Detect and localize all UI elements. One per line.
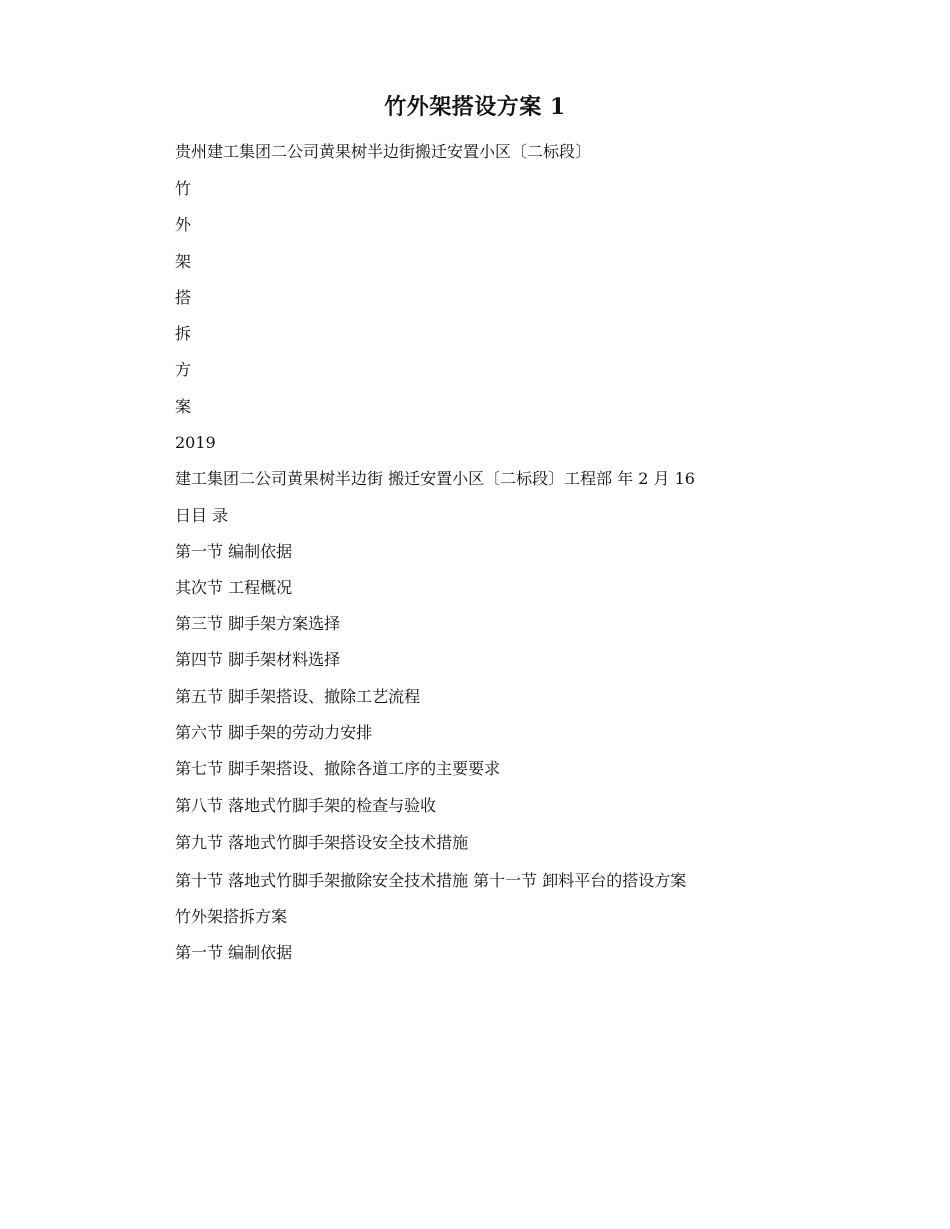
- vertical-title-char: 方: [175, 360, 192, 379]
- vertical-title-char: 竹: [175, 179, 192, 198]
- year-line: 2019: [175, 433, 216, 452]
- toc-item: 第七节 脚手架搭设、撤除各道工序的主要要求: [175, 759, 501, 778]
- toc-item: 第五节 脚手架搭设、撤除工艺流程: [175, 687, 421, 706]
- section-heading: 第一节 编制依据: [175, 943, 293, 962]
- section-heading: 竹外架搭拆方案: [175, 907, 288, 926]
- toc-heading: 日目 录: [175, 506, 229, 525]
- toc-item: 第六节 脚手架的劳动力安排: [175, 723, 373, 742]
- department-date-line: 建工集团二公司黄果树半边街 搬迁安置小区〔二标段〕工程部 年 2 月 16: [175, 469, 695, 488]
- toc-item: 第八节 落地式竹脚手架的检查与验收: [175, 796, 437, 815]
- document-title: 竹外架搭设方案 1: [384, 94, 566, 120]
- vertical-title-char: 外: [175, 215, 192, 234]
- toc-item: 第九节 落地式竹脚手架搭设安全技术措施: [175, 833, 469, 852]
- toc-item: 第一节 编制依据: [175, 542, 293, 561]
- vertical-title-char: 搭: [175, 288, 192, 307]
- toc-item: 第十节 落地式竹脚手架撤除安全技术措施 第十一节 卸料平台的搭设方案: [175, 871, 687, 890]
- toc-item: 其次节 工程概况: [175, 578, 293, 597]
- toc-item: 第四节 脚手架材料选择: [175, 650, 341, 669]
- toc-item: 第三节 脚手架方案选择: [175, 614, 341, 633]
- project-name-line: 贵州建工集团二公司黄果树半边街搬迁安置小区〔二标段〕: [175, 142, 592, 161]
- vertical-title-char: 案: [175, 397, 192, 416]
- vertical-title-char: 拆: [175, 324, 192, 343]
- vertical-title-char: 架: [175, 252, 192, 271]
